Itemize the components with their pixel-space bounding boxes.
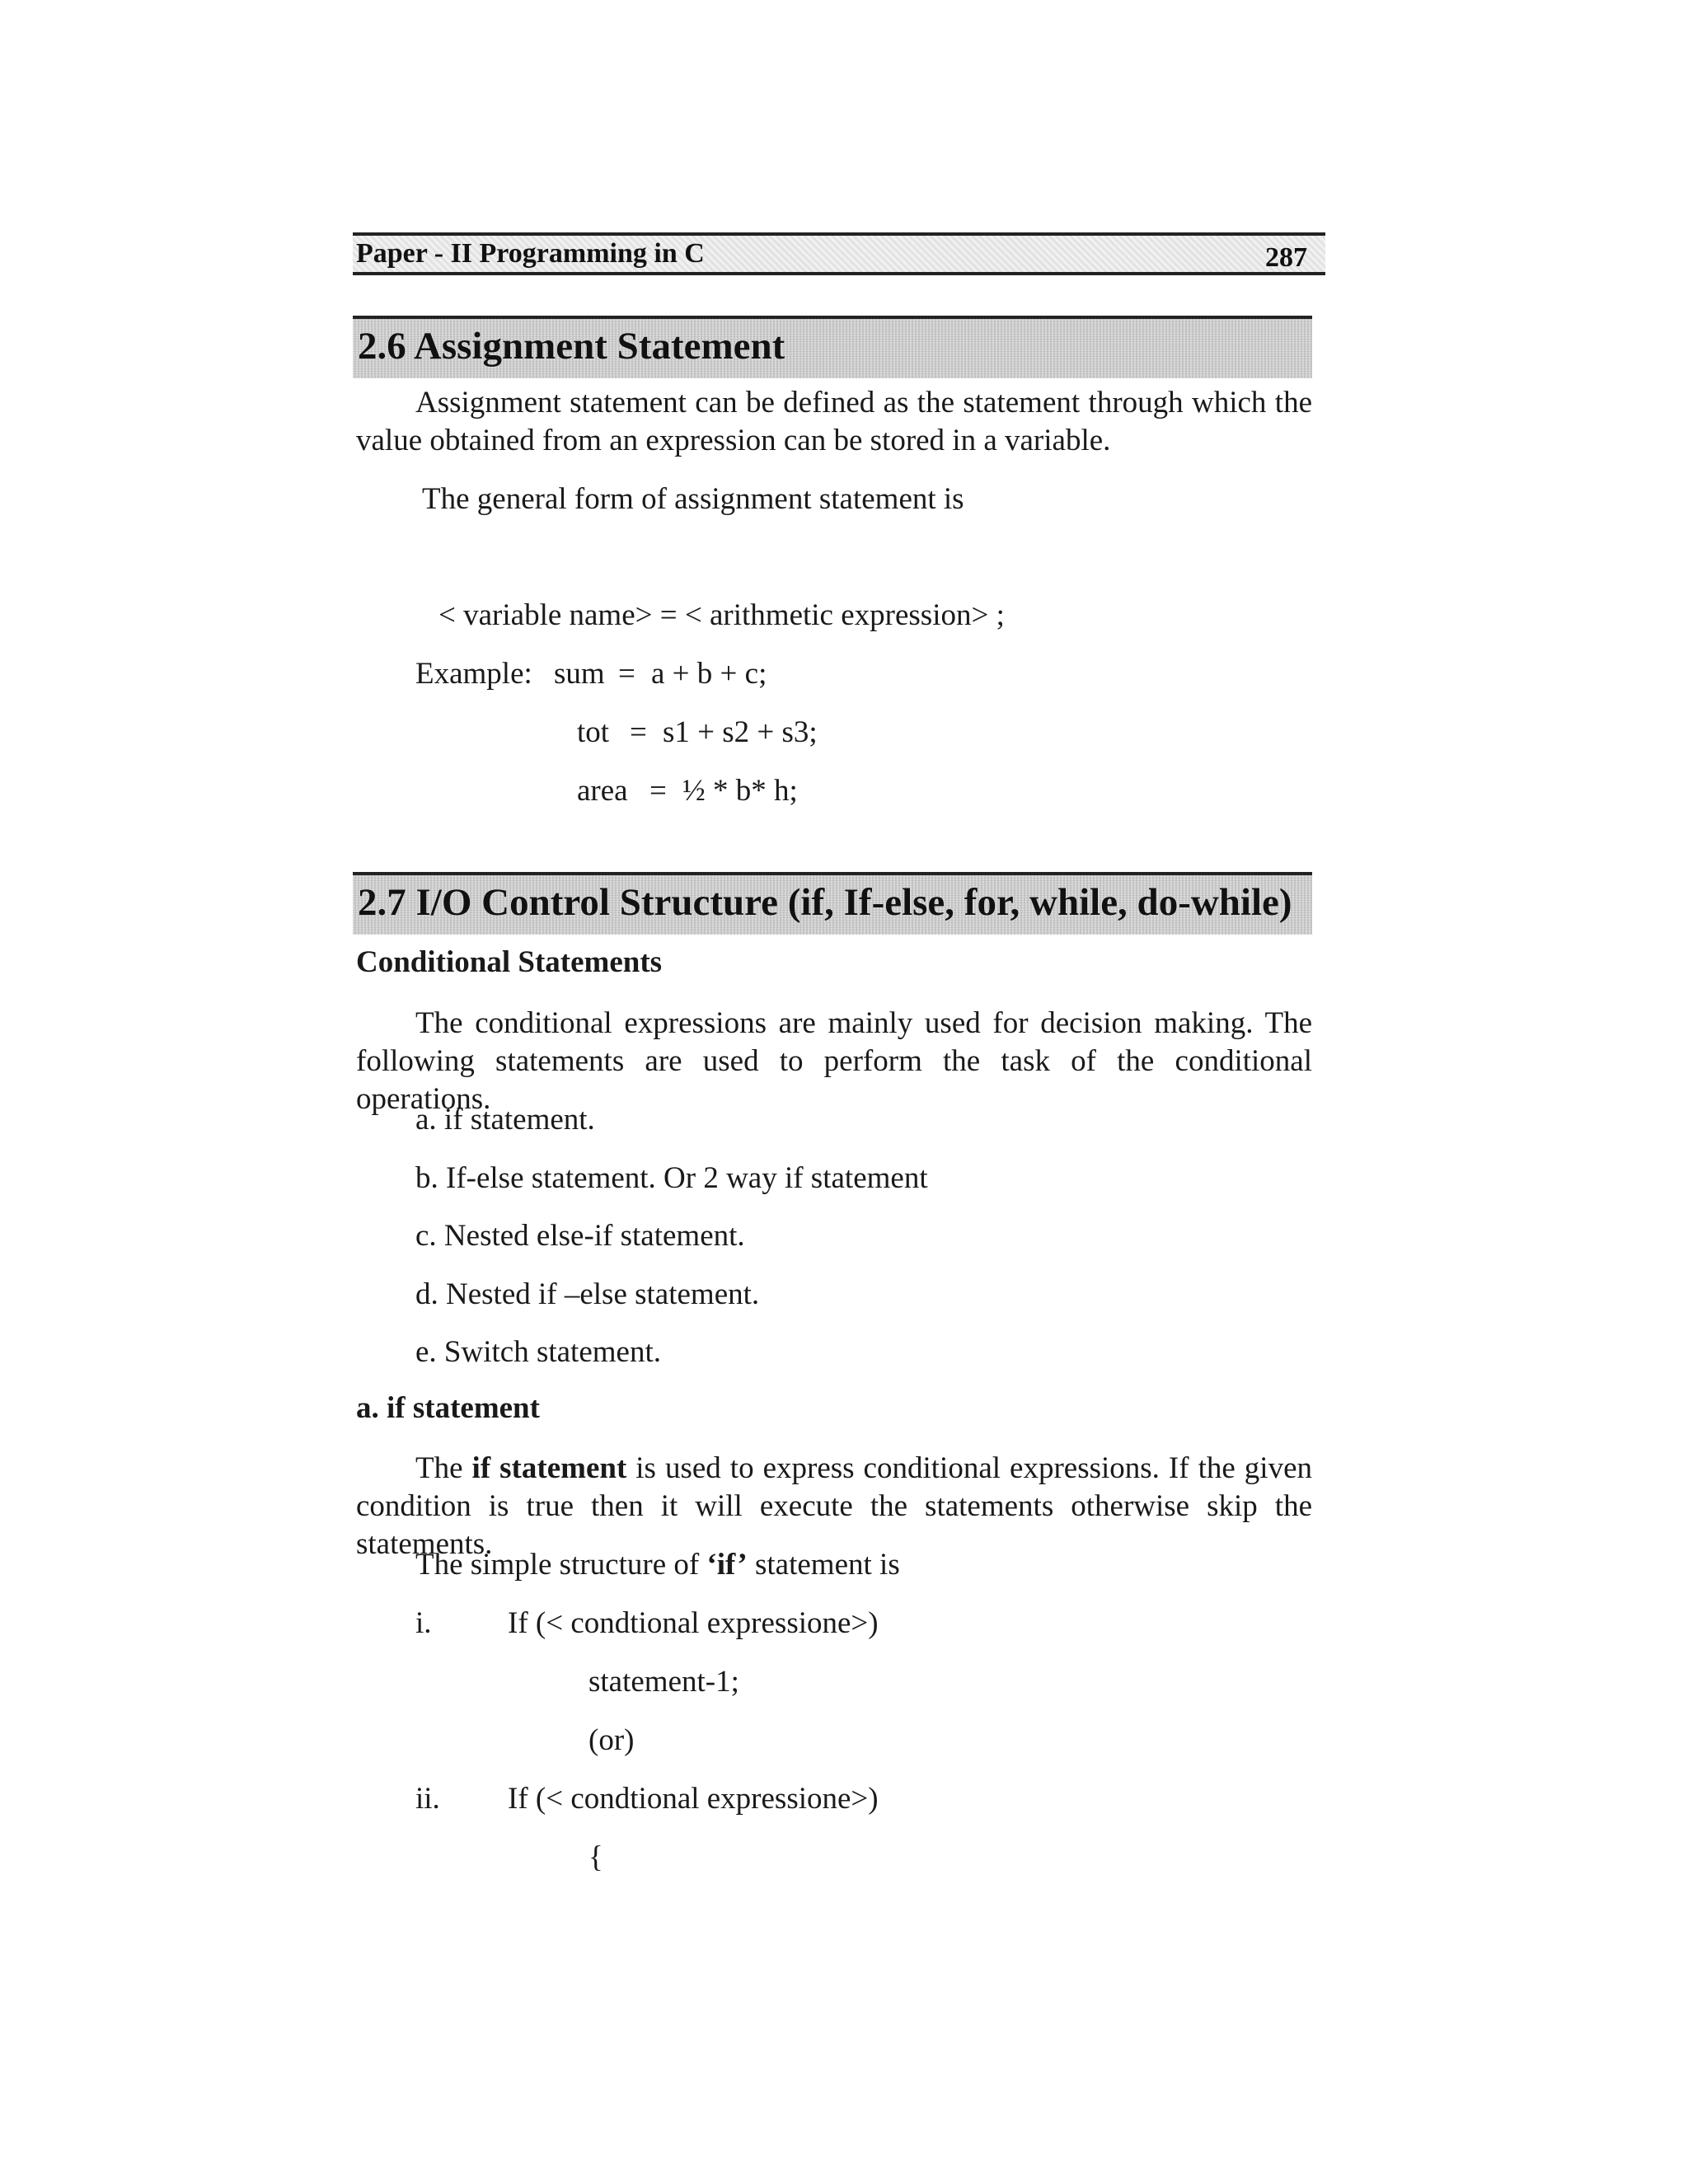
if-statement-emphasis: if statement — [471, 1451, 627, 1485]
structure-text: The simple structure of — [415, 1548, 707, 1582]
paragraph-text: The — [415, 1451, 472, 1485]
paragraph-text: is used to express conditional expressions. If the given condition is true then it will execute the statements otherwise skip the statements. — [356, 1451, 1312, 1561]
paragraph-text: Assignment statement can be defined as the statement through which the value obtained from an expression can be stored in a variable. — [356, 386, 1312, 457]
general-form-syntax: < variable name> = < arithmetic expression> ; — [438, 598, 1005, 632]
form-syntax-line: If (< condtional expressione>) — [508, 1606, 879, 1640]
section-title: 2.6 Assignment Statement — [358, 325, 785, 368]
or-text: (or) — [588, 1723, 635, 1757]
list-item: a. if statement. — [415, 1103, 595, 1137]
list-item: b. If-else statement. Or 2 way if statement — [415, 1161, 928, 1195]
if-keyword-emphasis: ‘if’ — [706, 1548, 748, 1582]
running-header — [353, 232, 1325, 275]
example-lhs: tot — [577, 715, 610, 749]
example-eq: = — [630, 715, 647, 749]
example-rhs: a + b + c; — [651, 657, 767, 691]
page-number: 287 — [1265, 242, 1307, 273]
section-title: 2.7 I/O Control Structure (if, If-else, for, while, do-while) — [358, 881, 1292, 924]
form-marker: ii. — [415, 1782, 440, 1816]
section-heading-2-6 — [353, 316, 1312, 378]
subheading-conditional-statements: Conditional Statements — [356, 945, 663, 979]
list-item: c. Nested else-if statement. — [415, 1219, 745, 1253]
example-eq: = — [649, 774, 667, 808]
example-lhs: sum — [554, 657, 605, 691]
section-heading-2-7 — [353, 872, 1312, 935]
example-eq: = — [618, 657, 635, 691]
list-item: d. Nested if –else statement. — [415, 1277, 760, 1311]
form-statement: statement-1; — [588, 1665, 739, 1699]
paragraph-text: The conditional expressions are mainly used for decision making. The following statements are used to perform the task of the conditional operations. — [356, 1006, 1312, 1116]
general-form-intro: The general form of assignment statement is — [422, 482, 964, 516]
assignment-intro-paragraph — [356, 384, 1312, 460]
example-lhs: area — [577, 774, 628, 808]
example-label: Example: — [415, 657, 532, 691]
form-marker: i. — [415, 1606, 432, 1640]
form-syntax-line: If (< condtional expressione>) — [508, 1782, 879, 1816]
open-brace: { — [588, 1840, 603, 1874]
example-rhs: s1 + s2 + s3; — [663, 715, 818, 749]
list-item: e. Switch statement. — [415, 1335, 661, 1369]
header-title: Paper - II Programming in C — [356, 238, 705, 269]
structure-text: statement is — [747, 1548, 900, 1582]
structure-intro — [415, 1546, 900, 1584]
example-rhs: ½ * b* h; — [682, 774, 798, 808]
subheading-if-statement: a. if statement — [356, 1391, 540, 1425]
